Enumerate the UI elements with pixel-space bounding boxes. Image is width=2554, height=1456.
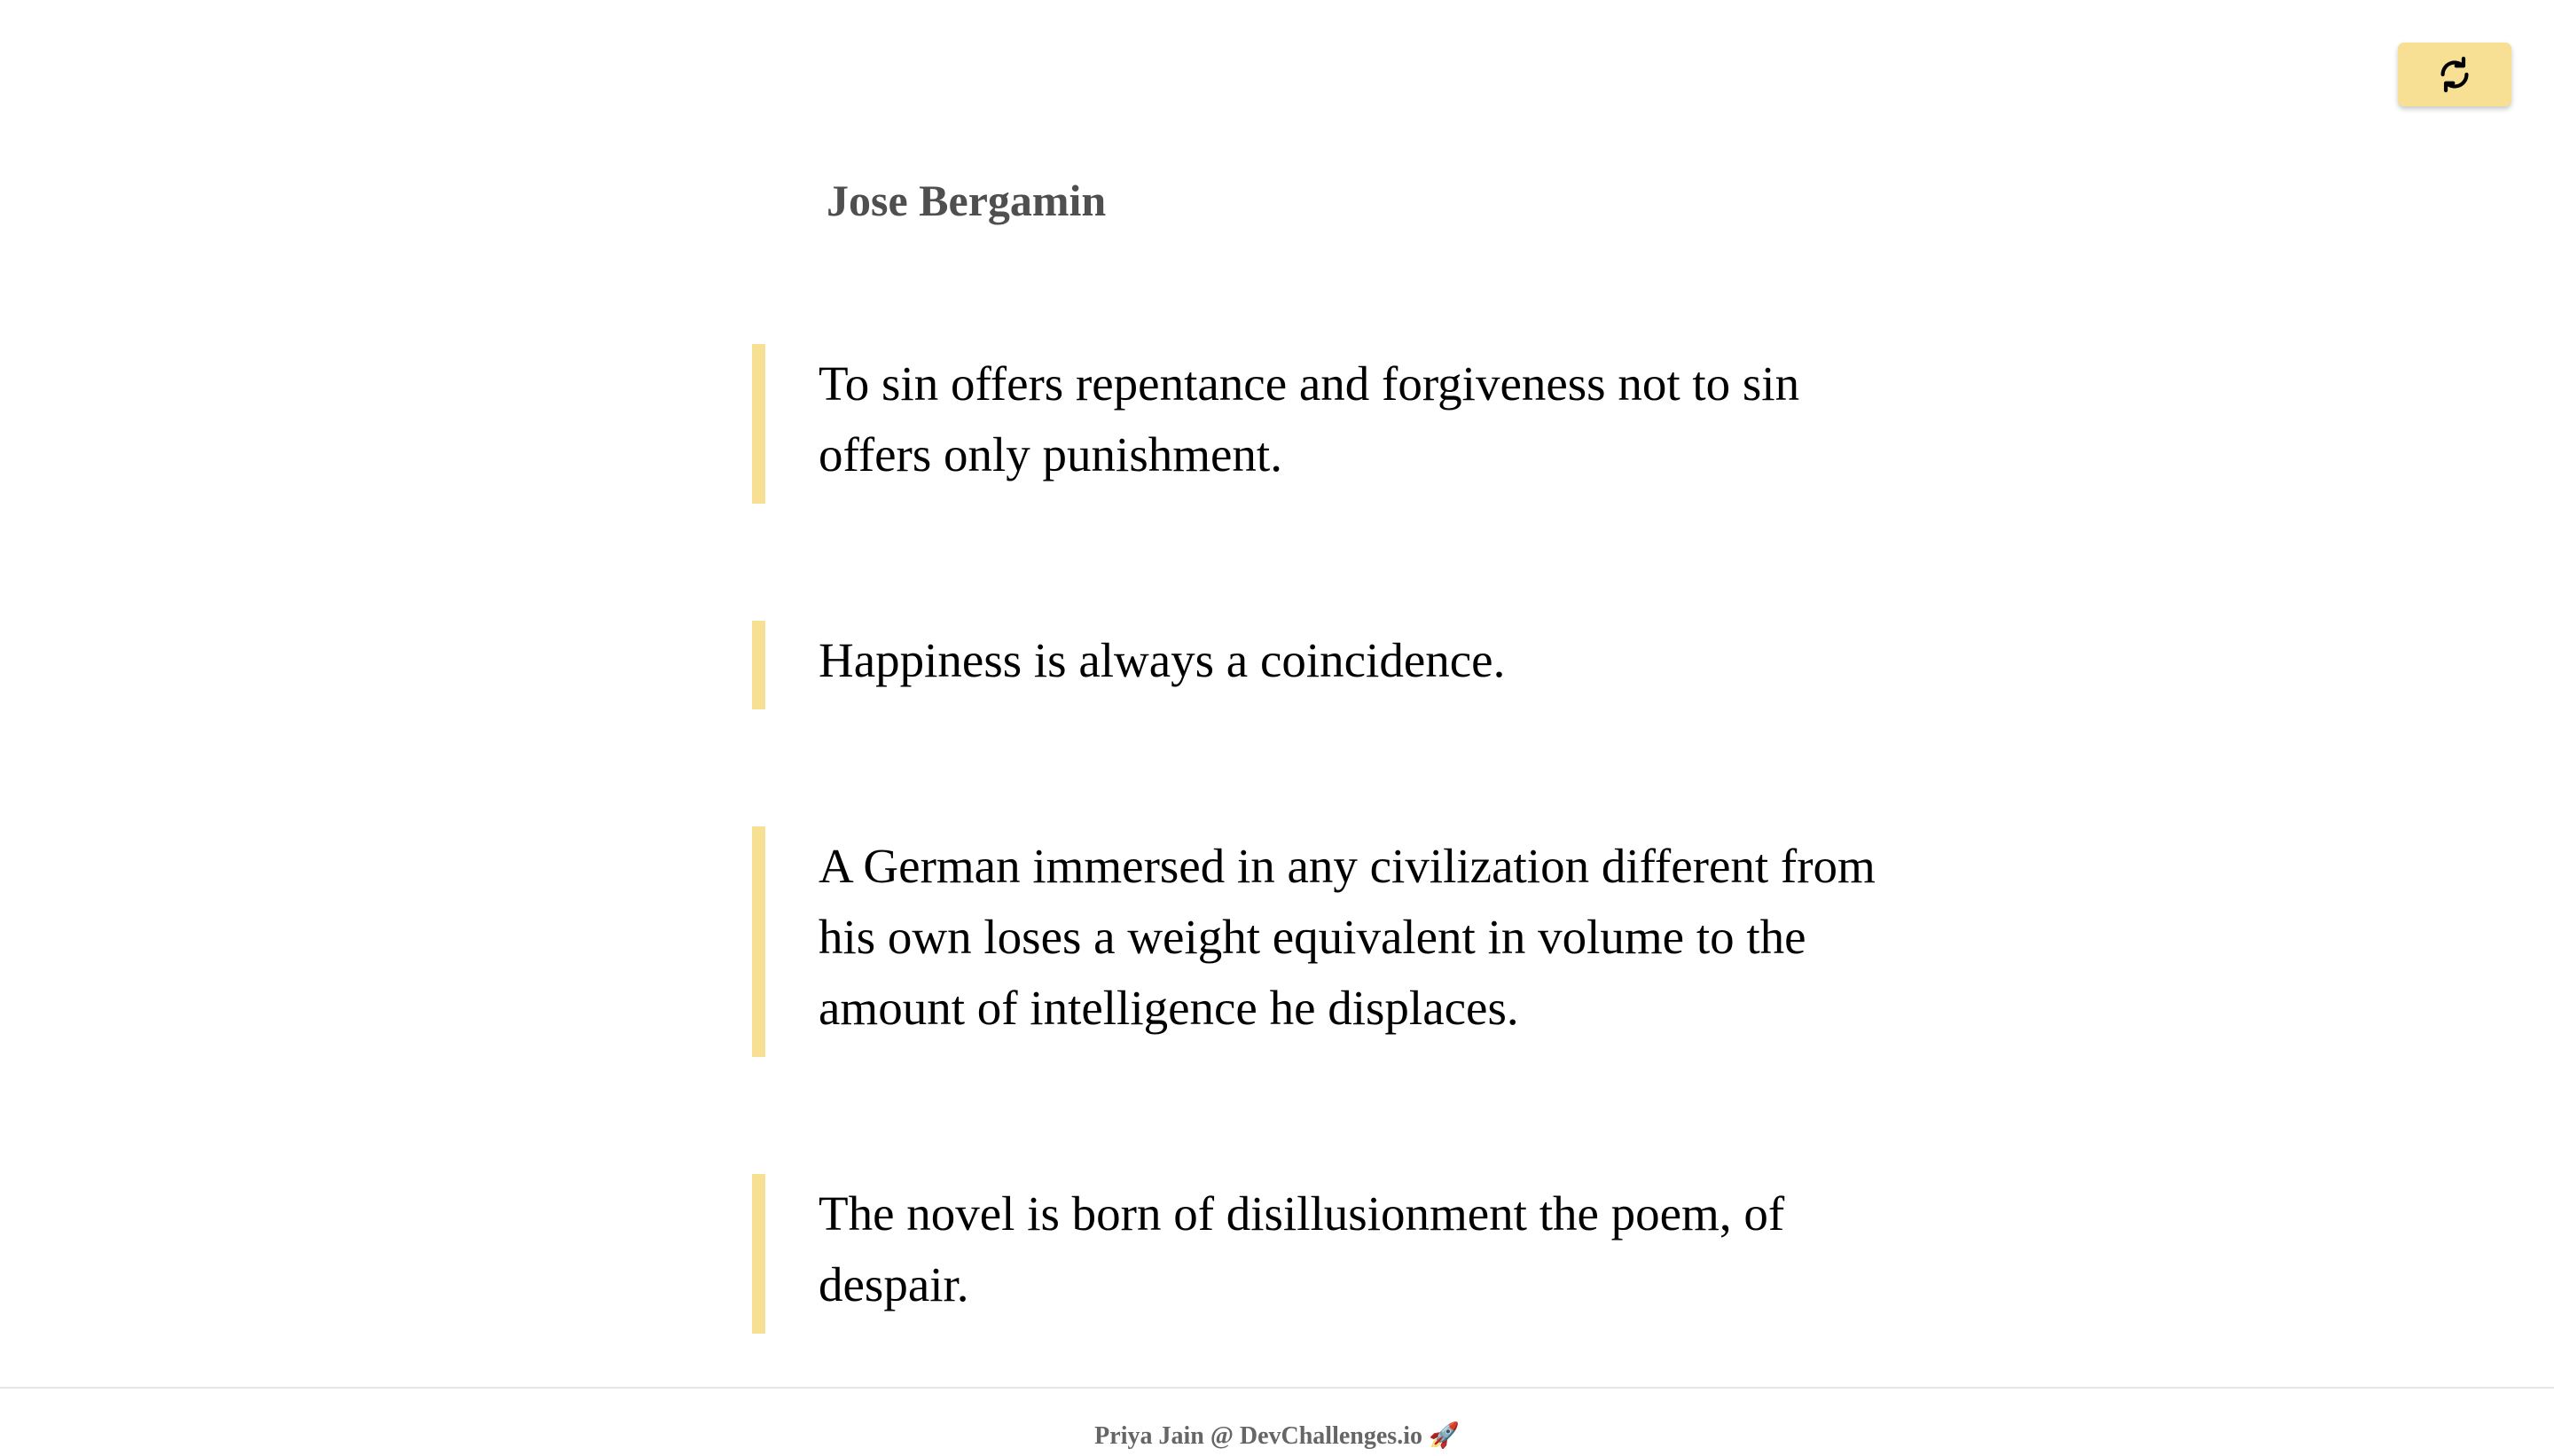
quote-text: A German immersed in any civilization different from his own loses a weight equivalent in volume to the amount of intelligence he displaces. bbox=[819, 839, 1876, 1035]
quote-item bbox=[752, 344, 1816, 504]
quote-item bbox=[752, 1174, 1816, 1334]
quote-text: The novel is born of disillusionment the poem, of despair. bbox=[819, 1186, 1785, 1311]
author-name: Jose Bergamin bbox=[827, 176, 1107, 225]
quote-text: To sin offers repentance and forgiveness not to sin offers only punishment. bbox=[819, 356, 1800, 481]
quote-item bbox=[752, 621, 1816, 709]
footer-credit: Priya Jain @ DevChallenges.io 🚀 bbox=[1094, 1422, 1460, 1450]
refresh-icon bbox=[2434, 54, 2475, 95]
footer-divider bbox=[0, 1387, 2554, 1389]
quote-text: Happiness is always a coincidence. bbox=[819, 633, 1506, 687]
quote-item bbox=[752, 826, 1876, 1057]
random-quote-button[interactable] bbox=[2398, 43, 2511, 106]
